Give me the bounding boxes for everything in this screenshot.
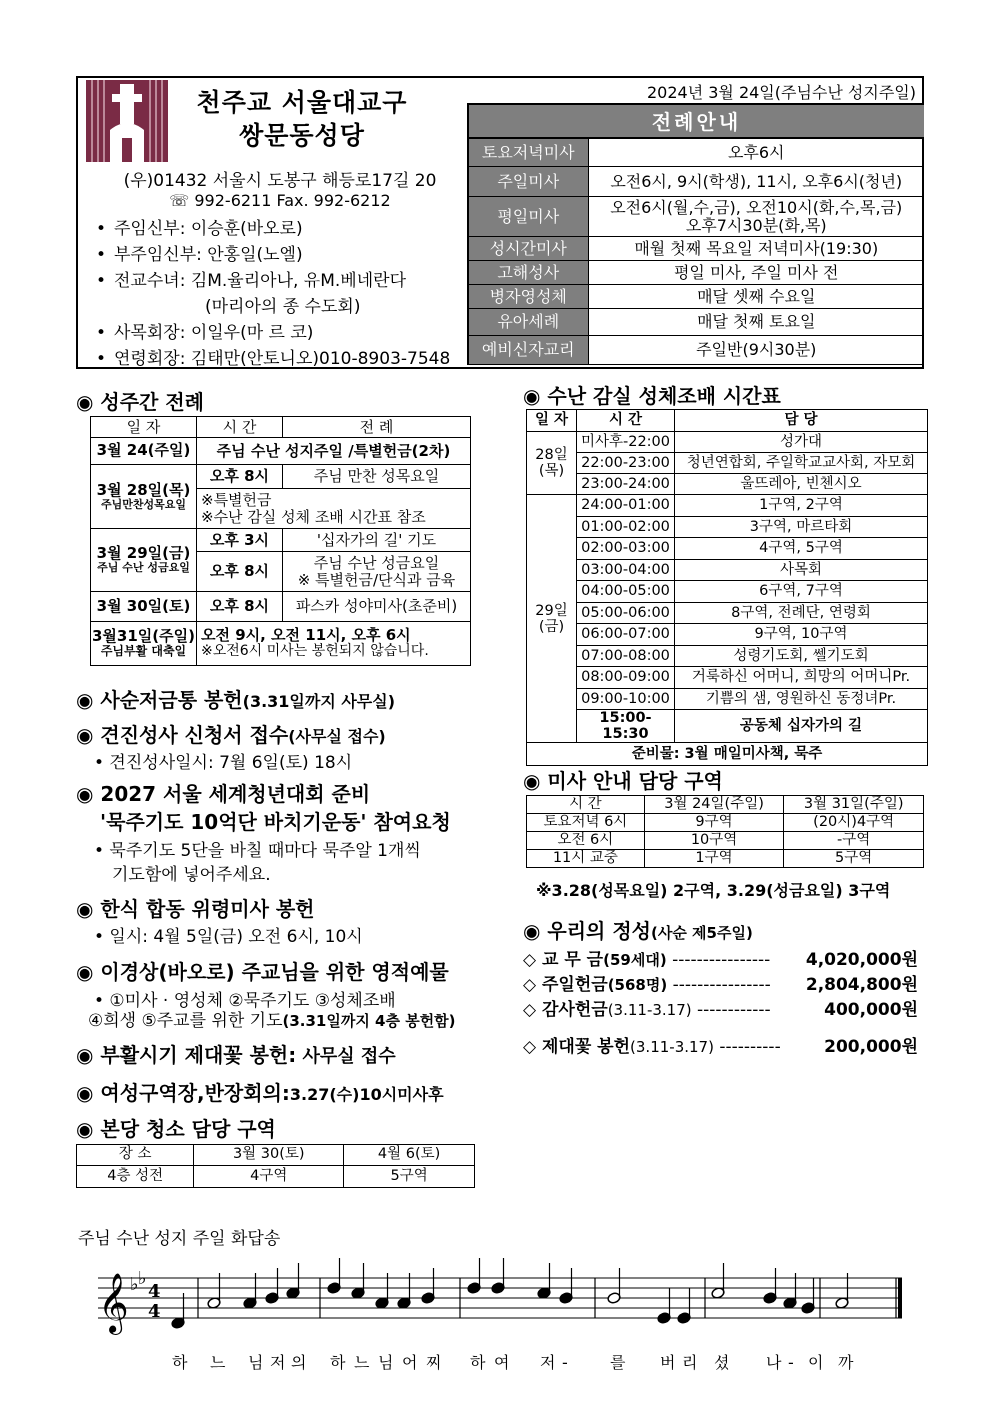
liturgy-key: 고해성사 <box>468 261 588 285</box>
adoration-row <box>527 602 928 624</box>
adoration-time: 24:00-01:00 <box>577 495 675 517</box>
notice-bullet-text: ④희생 ⑤주교를 위한 기도 <box>88 1011 283 1031</box>
week-date: 3월 30일(토) <box>91 592 197 622</box>
mass-duty-row <box>527 832 924 850</box>
week-time: 오후 8시 <box>197 592 283 622</box>
flat-icon: ♭ <box>138 1268 147 1289</box>
week-row <box>91 529 471 552</box>
flat-icon: ♭ <box>130 1274 139 1295</box>
offering-amount: 400,000원 <box>824 1000 918 1020</box>
week-table <box>90 416 471 666</box>
notice-meeting <box>76 1077 444 1106</box>
notice-wyd-title2: '묵주기도 10억단 바치기운동' 참여요청 <box>100 810 451 834</box>
adoration-day-main: 29일 <box>535 602 568 619</box>
adoration-row <box>527 667 928 689</box>
adoration-time: 01:00-02:00 <box>577 516 675 538</box>
lyric-syllable: 저 <box>540 1353 556 1372</box>
week-header: 전 례 <box>283 417 471 438</box>
offering-amount: 2,804,800원 <box>805 975 918 995</box>
week-date <box>91 622 197 666</box>
mass-duty-table <box>526 795 924 868</box>
notice-memorial-title: ◉ 한식 합동 위령미사 봉헌 <box>76 897 315 921</box>
week-title: ◉ 성주간 전례 <box>76 390 204 414</box>
lyric-syllable: 저 <box>270 1353 286 1372</box>
week-row <box>91 438 471 465</box>
cleaning-cell: 4층 성전 <box>77 1166 194 1188</box>
address: (우)01432 서울시 도봉구 해등로17길 20 <box>123 171 437 191</box>
offering-dash: ---------------- <box>666 950 771 970</box>
adoration-time: 03:00-04:00 <box>577 559 675 581</box>
adoration-time: 09:00-10:00 <box>577 688 675 710</box>
staff-list <box>96 214 450 370</box>
week-text: 파스카 성야미사(초준비) <box>283 592 471 622</box>
mass-duty-title: ◉ 미사 안내 담당 구역 <box>523 769 723 793</box>
cleaning-header-row <box>77 1145 475 1166</box>
cleaning-cell: 4구역 <box>194 1166 344 1188</box>
mass-duty-header-row <box>527 796 924 814</box>
adoration-row <box>527 624 928 646</box>
adoration-time: 08:00-09:00 <box>577 667 675 689</box>
mass-duty-header: 3월 24일(주일) <box>644 796 784 814</box>
offering-label-wrap <box>523 950 770 970</box>
week-text-line: 오전 9시, 오전 11시, 오후 6시 <box>201 626 411 645</box>
week-time: 오후 3시 <box>197 529 283 552</box>
week-date-sub: 주님 수난 성금요일 <box>97 561 190 575</box>
adoration-header: 일 자 <box>527 410 577 432</box>
liturgy-value: 오후6시 <box>588 139 924 167</box>
adoration-row <box>527 688 928 710</box>
cleaning-table <box>76 1144 475 1188</box>
week-text <box>197 622 471 666</box>
lyric-syllable: 까 <box>838 1353 854 1372</box>
offering-label-wrap <box>523 975 771 995</box>
adoration-row <box>527 453 928 474</box>
adoration-row <box>527 559 928 581</box>
week-time: 오후 8시 <box>197 465 283 489</box>
phone: ☏ 992-6211 Fax. 992-6212 <box>169 191 391 210</box>
final-barline <box>898 1278 902 1318</box>
lyrics <box>172 1353 854 1372</box>
week-header: 일 자 <box>91 417 197 438</box>
adoration-row <box>527 474 928 495</box>
adoration-table <box>526 409 928 766</box>
adoration-time: 07:00-08:00 <box>577 645 675 667</box>
offering-row <box>523 995 918 1020</box>
adoration-row <box>527 645 928 667</box>
adoration-row <box>527 710 928 743</box>
lyric-syllable: 리 <box>682 1353 698 1372</box>
adoration-duty: 성령기도회, 쎌기도회 <box>675 645 928 667</box>
adoration-header-row <box>527 410 928 432</box>
staff-item: • 부주임신부: 안홍일(노엘) <box>96 240 450 266</box>
adoration-time: 15:00-15:30 <box>577 710 675 743</box>
mass-duty-row <box>527 850 924 868</box>
adoration-duty: 9구역, 10구역 <box>675 624 928 646</box>
adoration-duty: 공동체 십자가의 길 <box>675 710 928 743</box>
liturgy-value: 매월 첫째 목요일 저녁미사(19:30) <box>588 237 924 261</box>
liturgy-value: 주일반(9시30분) <box>588 336 924 365</box>
staff-item: • 연령회장: 김태만(안토니오)010-8903-7548 <box>96 344 450 370</box>
week-row <box>91 592 471 622</box>
offering-dash: ---------- <box>713 1037 781 1057</box>
lyric-syllable: 어 <box>402 1353 418 1372</box>
offering-title-main: ◉ 우리의 정성 <box>523 919 651 943</box>
notice-sub: 3.27(수)10시미사후 <box>289 1085 444 1104</box>
offering-row <box>523 945 918 970</box>
liturgy-value-line: 오후7시30분(화,목) <box>685 215 827 235</box>
lyric-syllable: 셨 <box>714 1353 730 1372</box>
mass-duty-cell: 토요저녁 6시 <box>527 814 645 832</box>
offering-title-sub: (사순 제5주일) <box>650 924 753 942</box>
adoration-row <box>527 495 928 517</box>
staff-item: (마리아의 종 수도회) <box>205 297 361 317</box>
week-text: 주님 수난 성지주일 /특별헌금(2차) <box>197 438 471 465</box>
notice-confirmation <box>76 719 386 748</box>
lyric-syllable: 버 <box>660 1353 676 1372</box>
liturgy-key: 성시간미사 <box>468 237 588 261</box>
adoration-time: 22:00-23:00 <box>577 453 675 474</box>
mass-duty-cell: 9구역 <box>644 814 784 832</box>
staff-item: • 전교수녀: 김M.율리아나, 유M.베네란다 <box>96 266 450 292</box>
adoration-time: 05:00-06:00 <box>577 602 675 624</box>
mass-duty-note: ※3.28(성목요일) 2구역, 3.29(성금요일) 3구역 <box>536 881 891 900</box>
mass-duty-cell: 5구역 <box>784 850 924 868</box>
notice-sub: (3.31일까지 사무실) <box>242 692 396 711</box>
lyric-syllable: 이 <box>808 1353 824 1372</box>
notice-title: ◉ 여성구역장,반장회의: <box>76 1081 290 1105</box>
week-date <box>91 465 197 529</box>
parish-line2: 쌍문동성당 <box>239 121 365 150</box>
adoration-day-sub: (금) <box>538 618 565 635</box>
notice-cleaning-title: ◉ 본당 청소 담당 구역 <box>76 1117 276 1141</box>
week-note-line: ※특별헌금 <box>201 490 272 509</box>
lyric-syllable: 나 <box>766 1353 782 1372</box>
week-header-row <box>91 417 471 438</box>
offering-detail: (3.11-3.17) <box>607 1001 692 1019</box>
adoration-duty: 성가대 <box>675 432 928 453</box>
mass-duty-cell: (20시)4구역 <box>784 814 924 832</box>
adoration-duty: 기쁨의 샘, 영원하신 동정녀Pr. <box>675 688 928 710</box>
liturgy-value <box>588 197 924 237</box>
adoration-time: 04:00-05:00 <box>577 581 675 603</box>
liturgy-row <box>468 139 924 167</box>
adoration-day <box>527 495 577 743</box>
header-box <box>76 76 924 369</box>
liturgy-table <box>467 138 924 365</box>
liturgy-row <box>468 167 924 197</box>
date-line: 2024년 3월 24일(주님수난 성지주일) <box>646 83 916 102</box>
mass-duty-cell: 10구역 <box>644 832 784 850</box>
lyric-syllable: 의 <box>291 1353 307 1372</box>
week-date <box>91 529 197 592</box>
lyric-syllable: 찌 <box>426 1353 442 1372</box>
week-text: 주님 만찬 성목요일 <box>283 465 471 489</box>
adoration-header: 담 당 <box>675 410 928 432</box>
offering-amount: 200,000원 <box>824 1037 918 1057</box>
offering-label: ◇ 교 무 금 <box>523 950 604 970</box>
offering-label: ◇ 제대꽃 봉헌 <box>523 1037 631 1057</box>
mass-duty-header: 시 간 <box>527 796 645 814</box>
week-text-line: ※ 특별헌금/단식과 금육 <box>297 570 456 589</box>
cleaning-header: 4월 6(토) <box>344 1145 475 1166</box>
offering-label-wrap <box>523 1000 771 1020</box>
adoration-duty: 청년연합회, 주일학교교사회, 자모회 <box>675 453 928 474</box>
lyric-syllable: 님 <box>378 1353 394 1372</box>
adoration-row <box>527 581 928 603</box>
adoration-title: ◉ 수난 감실 성체조배 시간표 <box>523 384 781 408</box>
adoration-duty: 8구역, 전례단, 연령회 <box>675 602 928 624</box>
liturgy-row <box>468 336 924 365</box>
staff-item: • 사목회장: 이일우(마 르 코) <box>96 318 450 344</box>
week-date-main: 3월31일(주일) <box>92 627 195 646</box>
notice-bullet: • 일시: 4월 5일(금) 오전 6시, 10시 <box>94 927 363 947</box>
week-date-sub: 주님만찬성목요일 <box>100 497 186 511</box>
notice-bullet: • ①미사 · 영성체 ②묵주기도 ③성체조배 <box>94 991 396 1011</box>
liturgy-value-line: 오전6시(월,수,금), 오전10시(화,수,목,금) <box>610 197 903 217</box>
notice-title: ◉ 견진성사 신청서 접수 <box>76 723 289 747</box>
adoration-duty: 울뜨레아, 빈첸시오 <box>675 474 928 495</box>
week-time: 오후 8시 <box>197 552 283 592</box>
parish-line1: 천주교 서울대교구 <box>196 88 408 117</box>
liturgy-value: 평일 미사, 주일 미사 전 <box>588 261 924 285</box>
notice-bishop-title: ◉ 이경상(바오로) 주교님을 위한 영적예물 <box>76 960 449 984</box>
time-signature-bottom: 4 <box>148 1301 161 1322</box>
liturgy-key: 주일미사 <box>468 167 588 197</box>
offering-detail: (568명) <box>607 976 668 994</box>
offering-dash: ------------ <box>691 1000 771 1020</box>
lyric-syllable: - <box>562 1353 568 1372</box>
time-signature-top: 4 <box>148 1281 161 1302</box>
week-date-main: 3월 28일(목) <box>96 480 191 499</box>
liturgy-row <box>468 261 924 285</box>
liturgy-value: 매달 셋째 수요일 <box>588 285 924 309</box>
notice-bullet: • 묵주기도 5단을 바칠 때마다 묵주알 1개씩 <box>94 841 421 861</box>
adoration-time: 06:00-07:00 <box>577 624 675 646</box>
adoration-duty: 1구역, 2구역 <box>675 495 928 517</box>
week-row <box>91 465 471 489</box>
offering-label: ◇ 주일헌금 <box>523 975 608 995</box>
adoration-duty: 사목회 <box>675 559 928 581</box>
notice-bullet: 기도함에 넣어주세요. <box>112 865 271 885</box>
liturgy-value: 오전6시, 9시(학생), 11시, 오후6시(청년) <box>588 167 924 197</box>
adoration-duty: 3구역, 마르타회 <box>675 516 928 538</box>
lyric-syllable: 여 <box>494 1353 510 1372</box>
staff-item: • 주임신부: 이승훈(바오로) <box>96 214 450 240</box>
lyric-syllable: 느 <box>354 1353 370 1372</box>
offering-title <box>523 915 753 944</box>
adoration-row <box>527 432 928 453</box>
notice-sub: 사무실 접수 <box>296 1046 396 1067</box>
week-row <box>91 622 471 666</box>
adoration-header: 시 간 <box>577 410 675 432</box>
week-date-main: 3월 29일(금) <box>96 544 191 563</box>
mass-duty-cell: -구역 <box>784 832 924 850</box>
liturgy-key: 평일미사 <box>468 197 588 237</box>
offering-label-wrap <box>523 1037 781 1057</box>
adoration-duty: 거룩하신 어머니, 희망의 어머니Pr. <box>675 667 928 689</box>
church-logo-icon <box>86 80 168 162</box>
mass-duty-header: 3월 31일(주일) <box>784 796 924 814</box>
lyric-syllable: 느 <box>210 1353 226 1372</box>
adoration-duty: 4구역, 5구역 <box>675 538 928 560</box>
liturgy-title: 전례안내 <box>467 103 924 138</box>
adoration-day-sub: (목) <box>538 463 565 479</box>
hymn-title: 주님 수난 성지 주일 화답송 <box>78 1229 281 1249</box>
notice-title: ◉ 부활시기 제대꽃 봉헌: <box>76 1043 297 1067</box>
notes <box>171 1258 849 1329</box>
lyric-syllable: 하 <box>172 1353 188 1372</box>
week-text-line: 주님 수난 성금요일 <box>313 553 440 572</box>
adoration-row <box>527 516 928 538</box>
notice-lent-box <box>76 684 395 713</box>
adoration-time: 미사후-22:00 <box>577 432 675 453</box>
week-text-line: ※오전6시 미사는 봉헌되지 않습니다. <box>201 643 429 660</box>
notice-bullet-strong: (3.31일까지 4층 봉헌함) <box>282 1012 456 1030</box>
offering-detail: (59세대) <box>603 951 667 969</box>
liturgy-row <box>468 285 924 309</box>
liturgy-value: 매달 첫째 토요일 <box>588 309 924 336</box>
offering-row <box>523 970 918 995</box>
adoration-footer-row <box>527 743 928 766</box>
week-text <box>283 552 471 592</box>
offering-row <box>523 1032 918 1057</box>
offering-amount: 4,020,000원 <box>805 950 918 970</box>
mass-duty-cell: 1구역 <box>644 850 784 868</box>
lyric-syllable: 하 <box>470 1353 486 1372</box>
week-note-line: ※수난 감실 성체 조배 시간표 참조 <box>201 507 426 526</box>
notice-bullet: • 견진성사일시: 7월 6일(토) 18시 <box>94 753 353 773</box>
adoration-time: 23:00-24:00 <box>577 474 675 495</box>
notice-bullet <box>88 1006 456 1031</box>
notice-title: ◉ 사순저금통 봉헌 <box>76 688 243 712</box>
offering-detail: (3.11-3.17) <box>630 1038 714 1056</box>
mass-duty-row <box>527 814 924 832</box>
offering-dash: ---------------- <box>667 975 771 995</box>
cleaning-cell: 5구역 <box>344 1166 475 1188</box>
adoration-row <box>527 538 928 560</box>
liturgy-key: 예비신자교리 <box>468 336 588 365</box>
week-date-sub: 주님부활 대축일 <box>100 644 187 659</box>
music-staff <box>90 1256 910 1376</box>
cleaning-header: 3월 30(토) <box>194 1145 344 1166</box>
week-note <box>197 489 471 529</box>
mass-duty-cell: 11시 교중 <box>527 850 645 868</box>
liturgy-row <box>468 197 924 237</box>
adoration-day-main: 28일 <box>535 446 568 463</box>
adoration-day <box>527 432 577 495</box>
liturgy-row <box>468 309 924 336</box>
adoration-duty: 6구역, 7구역 <box>675 581 928 603</box>
lyric-syllable: - <box>788 1353 794 1372</box>
mass-duty-cell: 오전 6시 <box>527 832 645 850</box>
lyric-syllable: 하 <box>330 1353 346 1372</box>
liturgy-key: 병자영성체 <box>468 285 588 309</box>
notice-wyd-title: ◉ 2027 서울 세계청년대회 준비 <box>76 782 371 806</box>
treble-clef-icon: 𝄞 <box>98 1273 129 1333</box>
liturgy-row <box>468 237 924 261</box>
lyric-syllable: 님 <box>248 1353 264 1372</box>
liturgy-key: 유아세례 <box>468 309 588 336</box>
cleaning-row <box>77 1166 475 1188</box>
week-text: '십자가의 길' 기도 <box>283 529 471 552</box>
notice-flowers <box>76 1039 396 1068</box>
adoration-time: 02:00-03:00 <box>577 538 675 560</box>
notice-sub: (사무실 접수) <box>288 727 386 746</box>
week-date: 3월 24(주일) <box>91 438 197 465</box>
offering-list <box>523 945 918 1057</box>
adoration-footer: 준비물: 3월 매일미사책, 묵주 <box>527 743 928 766</box>
offering-label: ◇ 감사헌금 <box>523 1000 608 1020</box>
lyric-syllable: 를 <box>610 1353 626 1372</box>
cleaning-header: 장 소 <box>77 1145 194 1166</box>
liturgy-key: 토요저녁미사 <box>468 139 588 167</box>
parish-name <box>182 86 422 152</box>
week-header: 시 간 <box>197 417 283 438</box>
